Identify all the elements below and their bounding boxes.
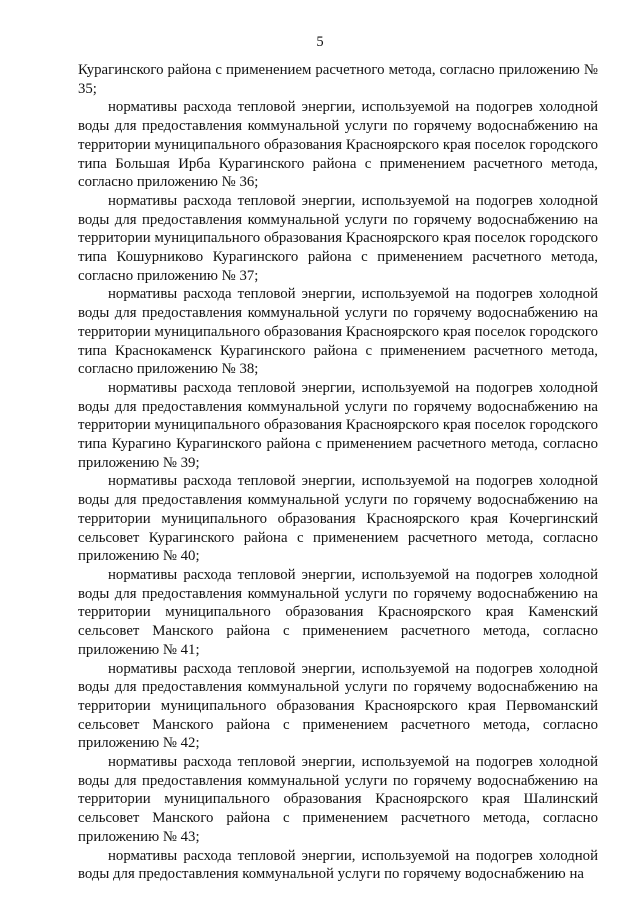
paragraph-appendix-43: нормативы расхода тепловой энергии, используемой на подогрев холодной воды для предоставления коммунальной услуги по горячему водоснабжению на территории муниципального образования Красноярского края Шалинский сельсовет Манского района с применением расчетного метода, согласно приложению № 43; [78,754,598,845]
paragraph-appendix-36: нормативы расхода тепловой энергии, используемой на подогрев холодной воды для предоставления коммунальной услуги по горячему водоснабжению на территории муниципального образования Красноярского края поселок городского типа Большая Ирба Курагинского района с применением расчетного метода, согласно приложению № 36; [78,99,598,191]
paragraph-appendix-37: нормативы расхода тепловой энергии, используемой на подогрев холодной воды для предоставления коммунальной услуги по горячему водоснабжению на территории муниципального образования Красноярского края поселок городского типа Кошурниково Курагинского района с применением расчетного метода, согласно приложению № 37; [78,192,598,284]
paragraph-continued-next-page: нормативы расхода тепловой энергии, используемой на подогрев холодной воды для предоставления коммунальной услуги по горячему водоснабжению на [78,847,598,883]
page-number: 5 [316,34,324,50]
paragraph-appendix-42: нормативы расхода тепловой энергии, используемой на подогрев холодной воды для предоставления коммунальной услуги по горячему водоснабжению на территории муниципального образования Красноярского края Первоманский сельсовет Манского района с применением расчетного метода, согласно приложению № 42; [78,660,598,752]
paragraph-appendix-38: нормативы расхода тепловой энергии, используемой на подогрев холодной воды для предоставления коммунальной услуги по горячему водоснабжению на территории муниципального образования Красноярского края поселок городского типа Краснокаменск Курагинского района с применением расчетного метода, согласно приложению № 38; [78,286,598,378]
paragraph-appendix-39: нормативы расхода тепловой энергии, используемой на подогрев холодной воды для предоставления коммунальной услуги по горячему водоснабжению на территории муниципального образования Красноярского края поселок городского типа Курагино Курагинского района с применением расчетного метода, согласно приложению № 39; [78,379,598,471]
document-body [78,61,598,884]
paragraph-continuation: Курагинского района с применением расчетного метода, согласно приложению № 35; [78,62,598,97]
paragraph-appendix-41: нормативы расхода тепловой энергии, используемой на подогрев холодной воды для предоставления коммунальной услуги по горячему водоснабжению на территории муниципального образования Красноярского края Каменский сельсовет Манского района с применением расчетного метода, согласно приложению № 41; [78,566,598,658]
paragraph-appendix-40: нормативы расхода тепловой энергии, используемой на подогрев холодной воды для предоставления коммунальной услуги по горячему водоснабжению на территории муниципального образования Красноярского края Кочергинский сельсовет Курагинского района с применением расчетного метода, согласно приложению № 40; [78,473,598,565]
